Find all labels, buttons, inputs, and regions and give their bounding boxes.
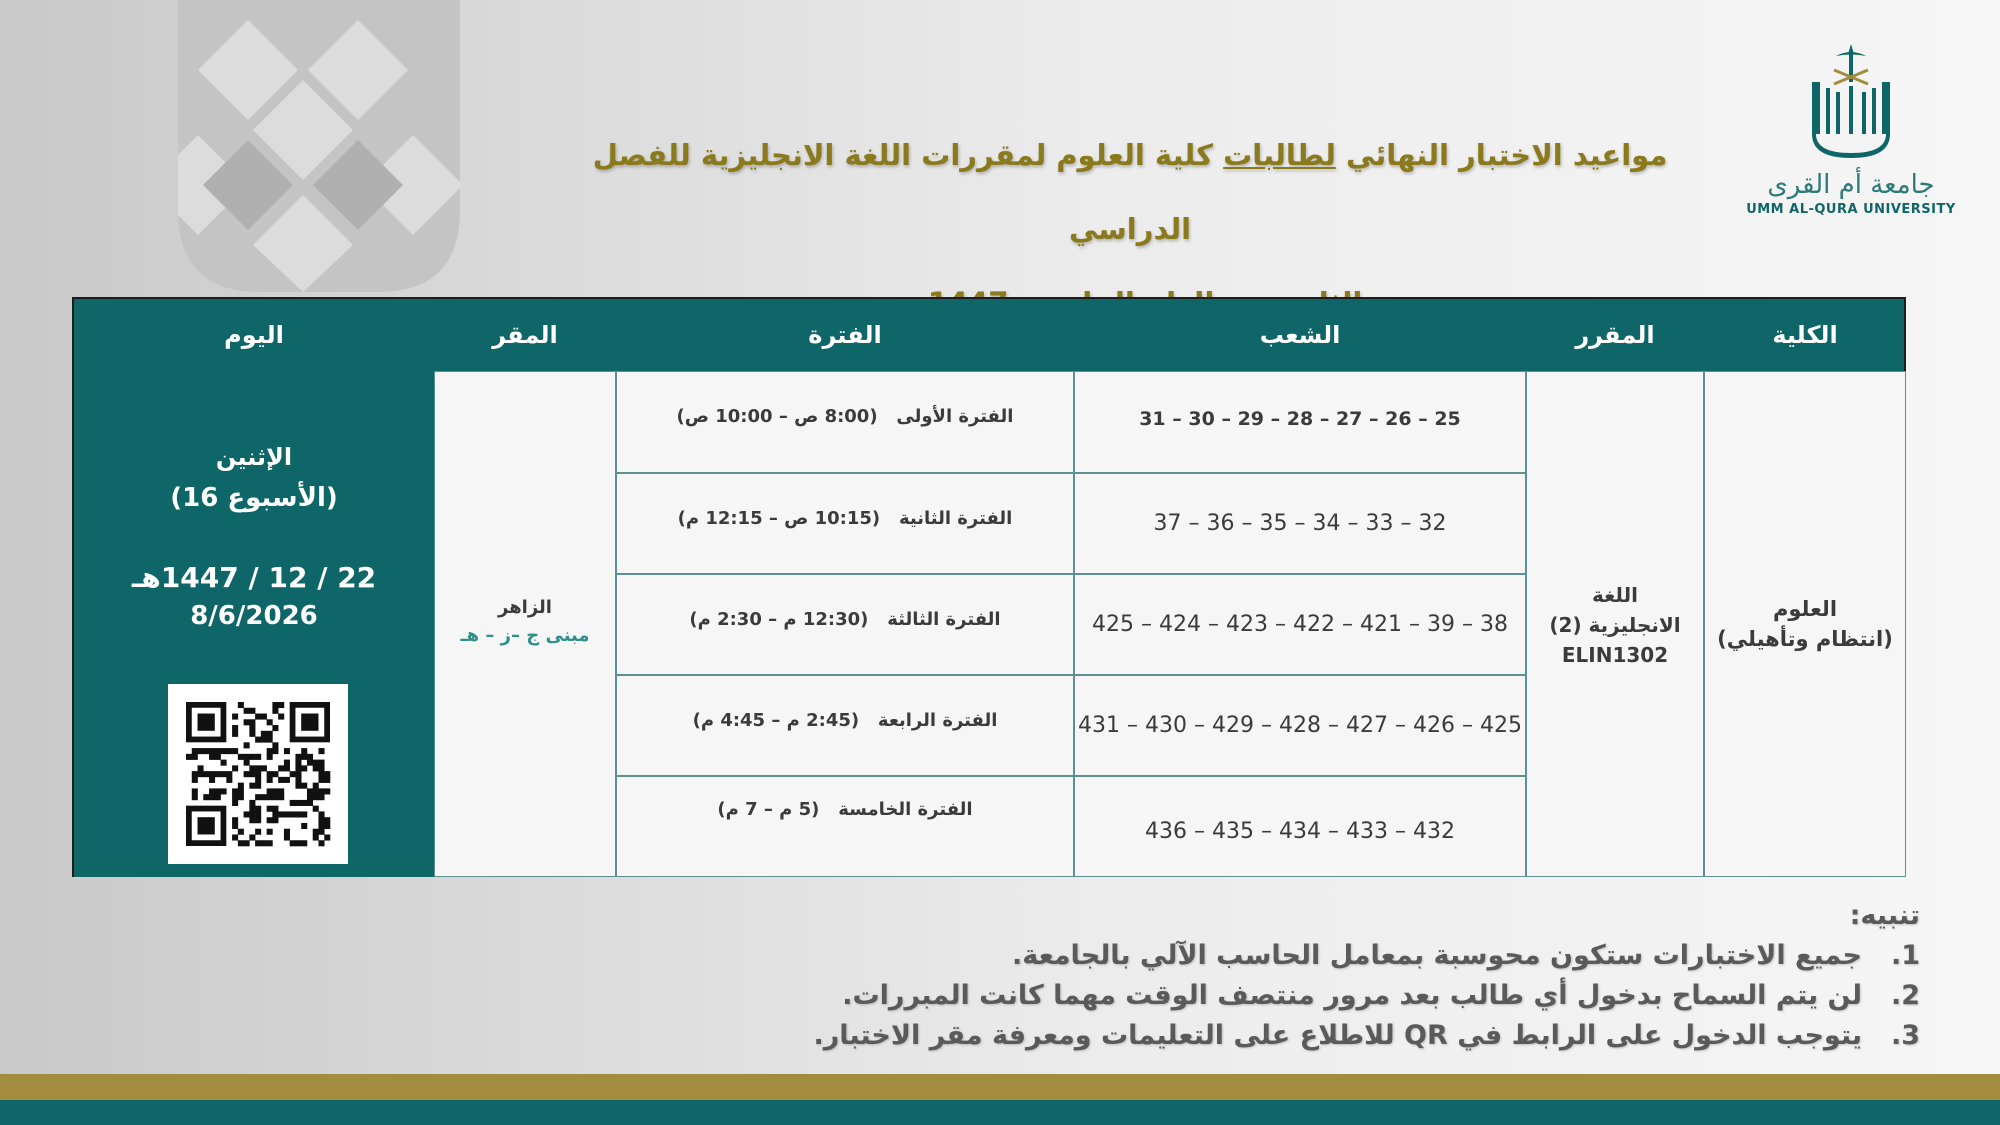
sections-cell-4 <box>1074 675 1526 776</box>
qr-code-icon <box>168 684 348 864</box>
college-type: (انتظام وتأهيلي) <box>1717 627 1893 651</box>
period-row-2: الفترة الثانية (10:15 ص – 12:15 م) <box>677 508 1013 529</box>
table-header-row <box>74 299 1904 371</box>
venue-name: الزاهر <box>498 597 552 618</box>
footer-gold-bar <box>0 1074 2000 1100</box>
college-cell <box>1704 371 1906 877</box>
header-period: الفترة <box>808 321 882 349</box>
header-college: الكلية <box>1772 321 1838 349</box>
notes-heading: تنبيه: <box>1849 900 1920 931</box>
sections-row-1: 25 – 26 – 27 – 28 – 29 – 30 – 31 <box>1139 408 1461 430</box>
sections-cell-1 <box>1074 371 1526 473</box>
title-line-1: مواعيد الاختبار النهائي لطالبات كلية العلوم لمقررات اللغة الانجليزية للفصل الدراسي <box>592 138 1668 246</box>
footer-teal-bar <box>0 1100 2000 1125</box>
course-line-2: الانجليزية (2) <box>1549 613 1681 637</box>
sections-row-3: 38 – 39 – 421 – 422 – 423 – 424 – 425 <box>1092 612 1508 637</box>
period-cell-5 <box>616 776 1074 877</box>
header-course: المقرر <box>1575 321 1655 349</box>
palm-logo-icon <box>1806 42 1896 164</box>
period-cell-2 <box>616 473 1074 574</box>
period-row-3: الفترة الثالثة (12:30 م – 2:30 م) <box>689 609 1001 630</box>
venue-buildings: مبنى ج –ز – هـ <box>460 625 590 646</box>
qr-code[interactable] <box>168 684 348 864</box>
period-row-4: الفترة الرابعة (2:45 م – 4:45 م) <box>692 710 998 731</box>
sections-cell-3 <box>1074 574 1526 675</box>
logo-arabic-name: جامعة أم القرى <box>1767 170 1935 200</box>
course-line-1: اللغة <box>1592 583 1638 607</box>
exam-schedule-table <box>72 297 1906 877</box>
day-cell <box>74 371 434 877</box>
sections-row-5: 432 – 433 – 434 – 435 – 436 <box>1145 819 1455 844</box>
sections-cell-2 <box>1074 473 1526 574</box>
note-item: 3.يتوجب الدخول على الرابط في QR للاطلاع على التعليمات ومعرفة مقر الاختبار. <box>813 1020 1920 1051</box>
notes-section <box>813 896 1920 1056</box>
day-name: الإثنين <box>215 443 293 471</box>
note-item: 1.جميع الاختبارات ستكون محوسبة بمعامل الحاسب الآلي بالجامعة. <box>1011 940 1920 971</box>
period-cell-1 <box>616 371 1074 473</box>
venue-cell <box>434 371 616 877</box>
period-cell-4 <box>616 675 1074 776</box>
header-sections: الشعب <box>1259 321 1341 349</box>
course-code: ELIN1302 <box>1561 643 1669 667</box>
note-item: 2.لن يتم السماح بدخول أي طالب بعد مرور منتصف الوقت مهما كانت المبررات. <box>842 980 1920 1011</box>
sections-row-2: 32 – 33 – 34 – 35 – 36 – 37 <box>1153 511 1447 536</box>
college-name: العلوم <box>1772 597 1838 621</box>
sections-row-4: 425 – 426 – 427 – 428 – 429 – 430 – 431 <box>1078 713 1522 738</box>
sections-cell-5 <box>1074 776 1526 877</box>
day-hijri-date: 22 / 12 / 1447هـ <box>131 561 377 594</box>
period-row-1: الفترة الأولى (8:00 ص – 10:00 ص) <box>676 406 1014 427</box>
course-cell <box>1526 371 1704 877</box>
header-day: اليوم <box>224 321 284 349</box>
period-cell-3 <box>616 574 1074 675</box>
period-row-5: الفترة الخامسة (5 م – 7 م) <box>717 799 973 820</box>
university-logo <box>1742 42 1960 232</box>
decorative-pattern <box>178 0 460 292</box>
header-venue: المقر <box>492 321 558 349</box>
day-gregorian-date: 8/6/2026 <box>190 601 318 631</box>
day-week: (الأسبوع 16) <box>170 483 338 513</box>
logo-english-name: UMM AL-QURA UNIVERSITY <box>1746 202 1956 217</box>
